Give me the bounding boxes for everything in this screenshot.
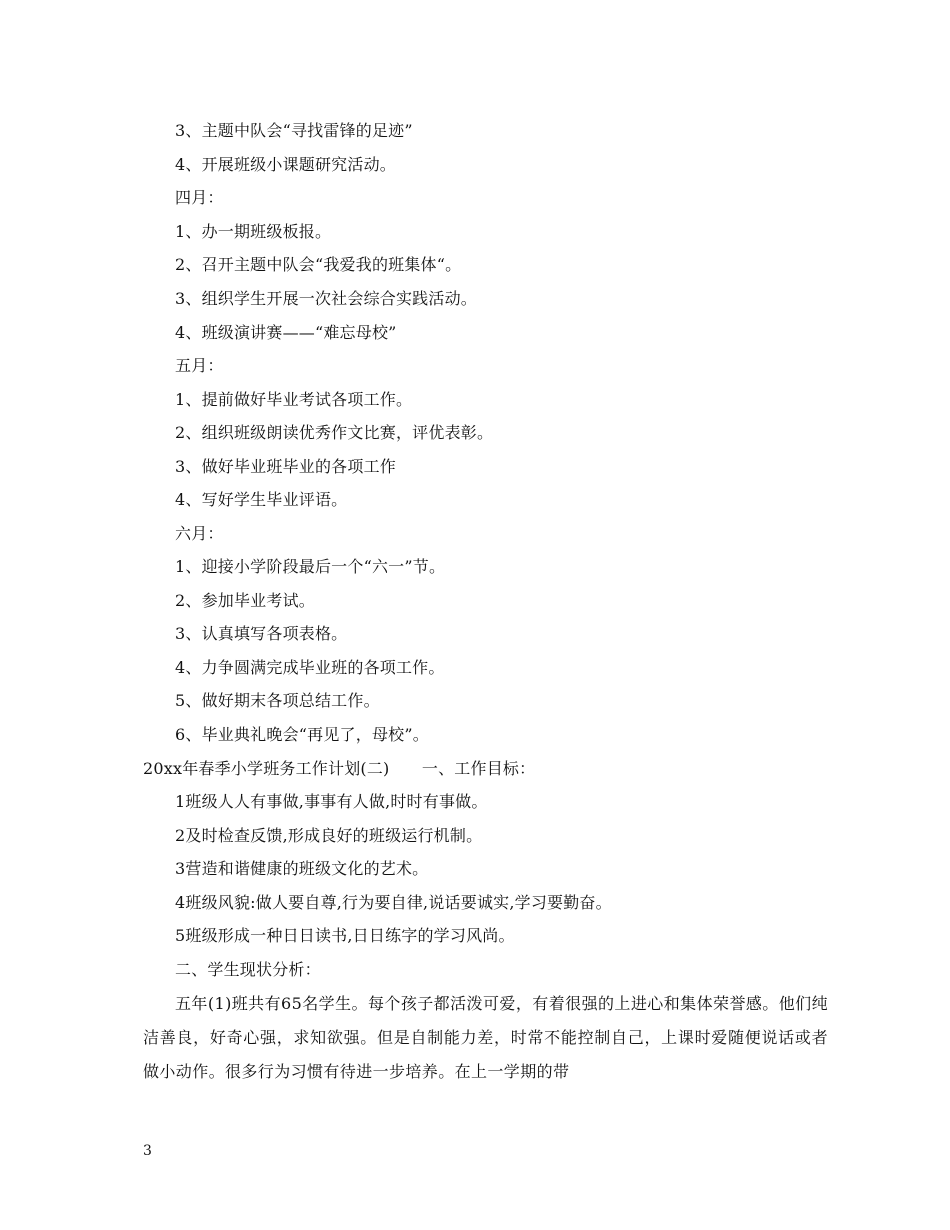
section-heading: 五月： [175,356,224,375]
text-line: 2、召开主题中队会“我爱我的班集体“。 [175,255,462,274]
text-line: 4、写好学生毕业评语。 [175,490,348,509]
text-line: 4班级风貌:做人要自尊,行为要自律,说话要诚实,学习要勤奋。 [175,893,612,912]
text-line: 3、组织学生开展一次社会综合实践活动。 [175,289,477,308]
text-line: 4、力争圆满完成毕业班的各项工作。 [175,658,445,677]
text-line: 1、提前做好毕业考试各项工作。 [175,390,413,409]
text-line: 4、开展班级小课题研究活动。 [175,155,396,174]
text-line: 6、毕业典礼晚会“再见了，母校”。 [175,725,429,744]
text-line: 4、班级演讲赛——“难忘母校” [175,323,397,342]
text-line: 3营造和谐健康的班级文化的艺术。 [175,859,429,878]
text-line: 1、迎接小学阶段最后一个“六一”节。 [175,557,446,576]
page-number: 3 [143,1143,152,1159]
text-line: 2及时检查反馈,形成良好的班级运行机制。 [175,826,483,845]
text-line: 5、做好期末各项总结工作。 [175,691,380,710]
text-line: 5班级形成一种日日读书,日日练字的学习风尚。 [175,926,515,945]
document-title-line: 20xx年春季小学班务工作计划(二) 一、工作目标： [143,759,536,778]
text-line: 1班级人人有事做,事事有人做,时时有事做。 [175,792,488,811]
section-heading: 六月： [175,524,224,543]
text-line: 3、做好毕业班毕业的各项工作 [175,457,396,476]
text-line: 2、参加毕业考试。 [175,591,315,610]
text-line: 3、认真填写各项表格。 [175,624,348,643]
text-line: 2、组织班级朗读优秀作文比赛，评优表彰。 [175,423,494,442]
section-heading: 二、学生现状分析： [175,960,321,979]
section-heading: 四月： [175,188,224,207]
text-line: 3、主题中队会“寻找雷锋的足迹” [175,121,413,140]
text-line: 1、办一期班级板报。 [175,222,332,241]
body-paragraph: 五年(1)班共有65名学生。每个孩子都活泼可爱，有着很强的上进心和集体荣誉感。他们纯洁善良，好奇心强，求知欲强。但是自制能力差，时常不能控制自己，上课时爱随便说话或者做小动作。很多行为习惯有待进一步培养。在上一学期的带 [143,994,828,1081]
